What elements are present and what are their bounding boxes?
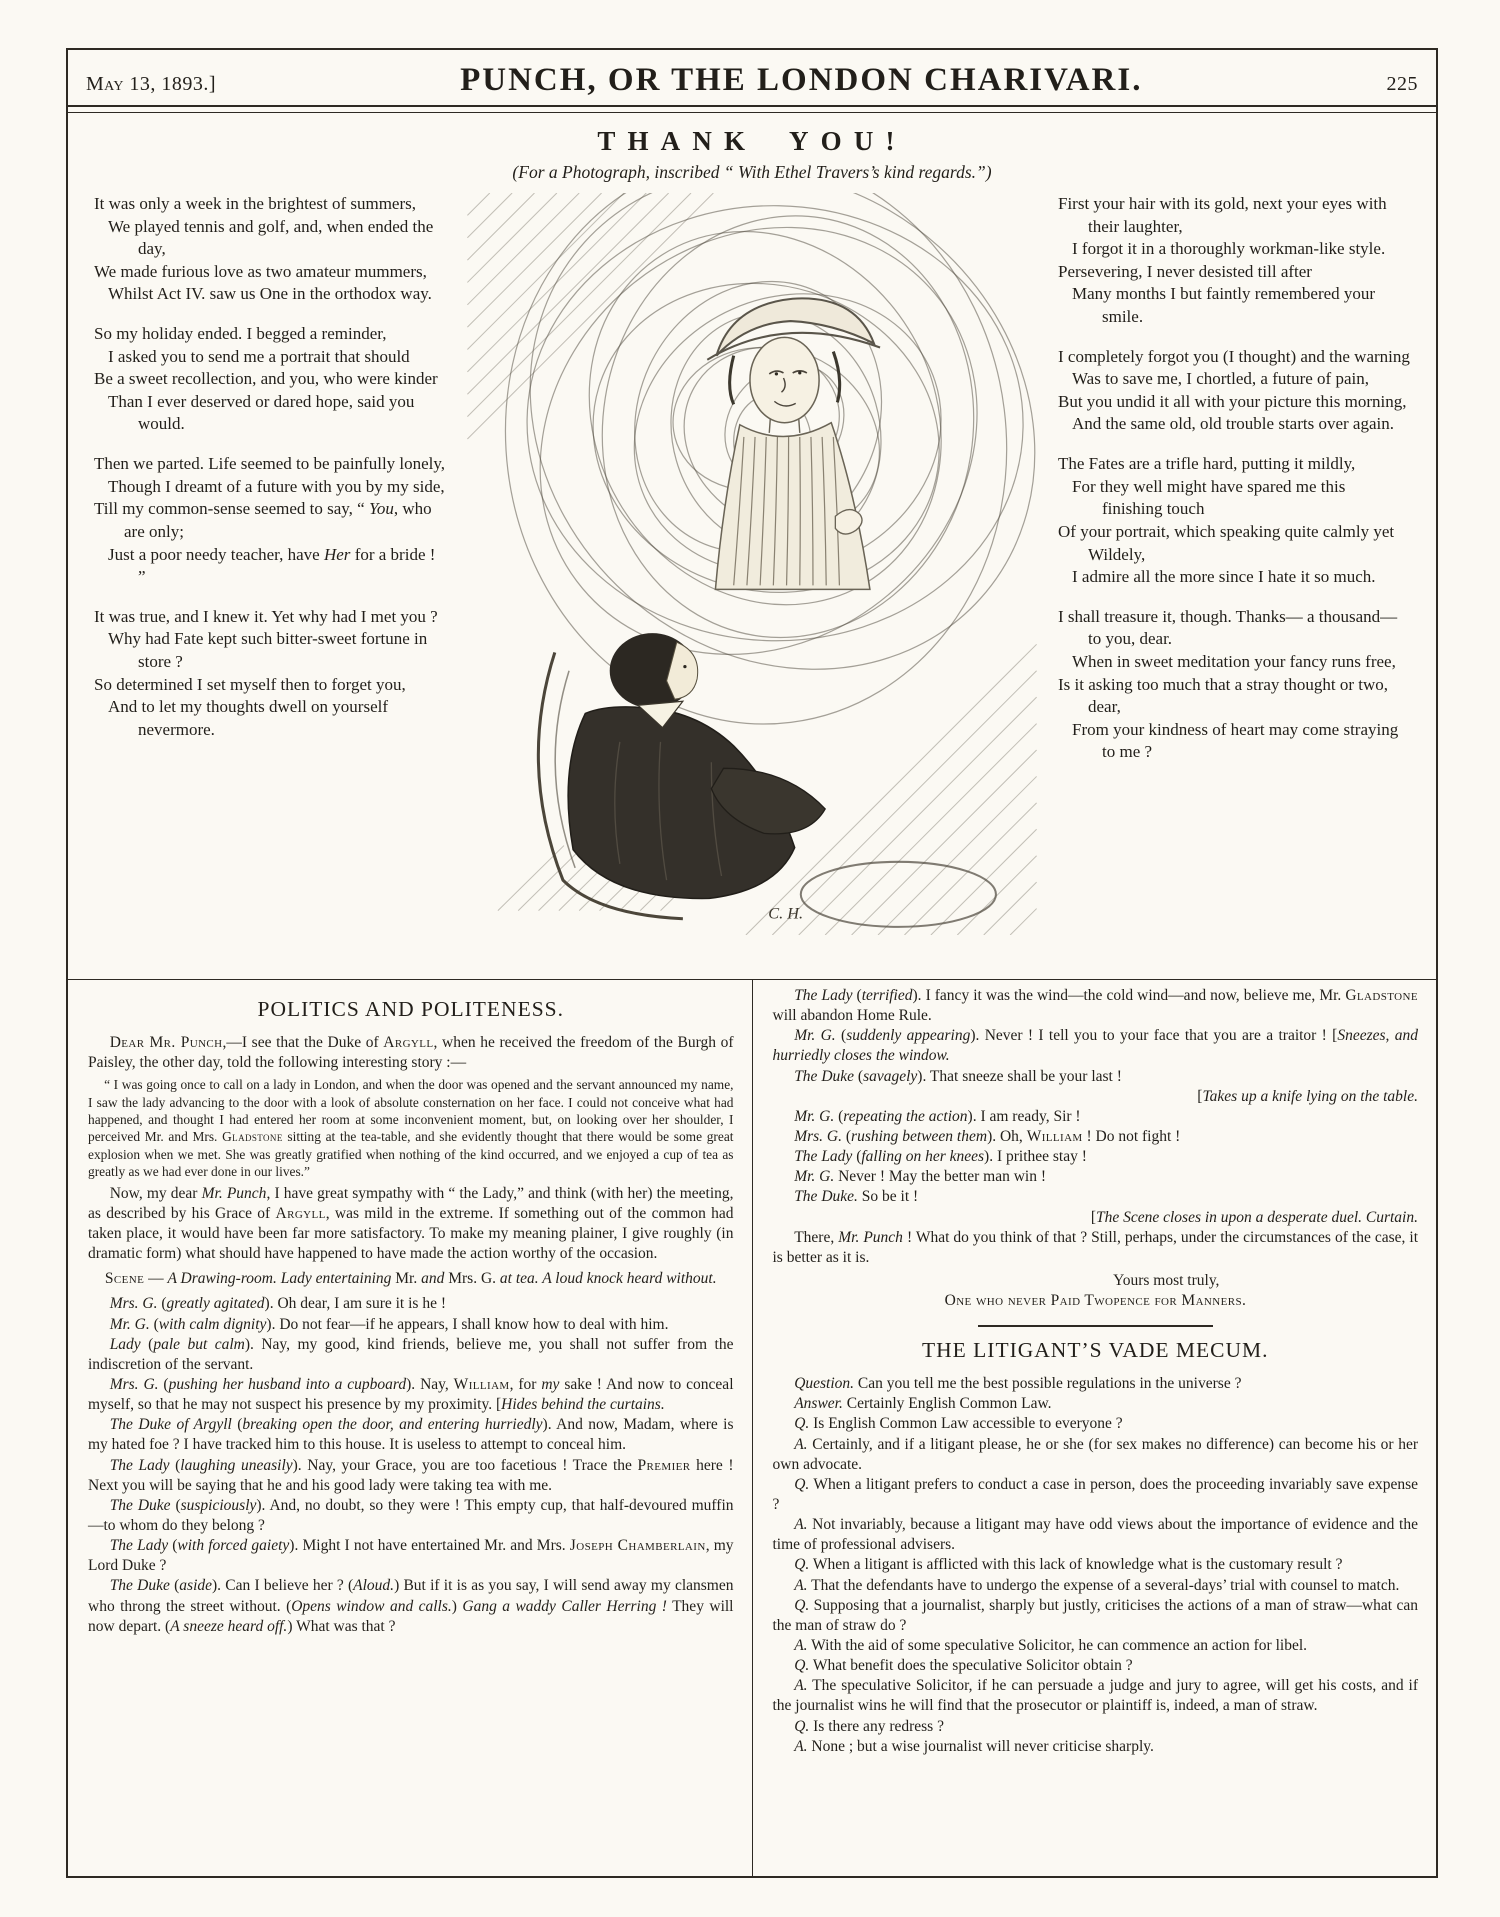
poem-line: Many months I but faintly remembered your smile.: [1072, 284, 1376, 327]
poem-stanza: [1058, 193, 1410, 329]
poem-line: I asked you to send me a portrait that should: [108, 346, 410, 366]
poem-line: Is it asking too much that a stray thought or two, dear,: [1058, 674, 1389, 717]
poem-line: Then we parted. Life seemed to be painfully lonely,: [94, 454, 446, 474]
poem-line: Than I ever deserved or dared hope, said you would.: [108, 391, 415, 434]
poem-line: When in sweet meditation your fancy runs free,: [1072, 651, 1396, 671]
issue-date: May 13, 1893.]: [86, 73, 217, 95]
poem-line: And to let my thoughts dwell on yourself nevermore.: [108, 697, 389, 739]
header-rule: [68, 105, 1436, 113]
paragraph: Answer. Certainly English Common Law.: [794, 1395, 1052, 1413]
poem-line: Though I dreamt of a future with you by my side,: [108, 476, 445, 496]
poem-stanza: [94, 606, 446, 742]
poem-line: So determined I set myself then to forget you,: [94, 674, 406, 694]
paragraph: A. None ; but a wise journalist will never criticise sharply.: [794, 1737, 1154, 1755]
poem-line: Till my common-sense seemed to say, “ You, who are only;: [94, 499, 432, 541]
woman-eye-left: [775, 372, 778, 375]
paragraph: Mrs. G. (greatly agitated). Oh dear, I am sure it is he !: [109, 1295, 446, 1313]
paragraph: Q. What benefit does the speculative Solicitor obtain ?: [794, 1657, 1133, 1675]
poem-line: Be a sweet recollection, and you, who were kinder: [94, 369, 438, 389]
politics-body: [88, 1033, 734, 1637]
paragraph: A. Not invariably, because a litigant may have odd views about the importance of evidence and the time of professional advisers.: [772, 1516, 1418, 1554]
artist-signature: C. H.: [768, 904, 804, 923]
paragraph: Question. Can you tell me the best possible regulations in the universe ?: [794, 1375, 1242, 1393]
side-table: [801, 862, 996, 927]
paragraph: Q. Supposing that a journalist, sharply but justly, criticises the actions of a man of straw—what can the man of straw do ?: [772, 1596, 1418, 1634]
poem-line: And the same old, old trouble starts over again.: [1072, 414, 1394, 434]
poem-line: I completely forgot you (I thought) and the warning: [1058, 346, 1410, 366]
paragraph: There, Mr. Punch ! What do you think of that ? Still, perhaps, under the circumstances of the case, it is better as it is.: [772, 1228, 1419, 1266]
poem-stanza: [94, 193, 446, 306]
poem-line: So my holiday ended. I begged a reminder,: [94, 324, 387, 344]
article-title: THANK YOU!: [597, 126, 907, 156]
paragraph: The Duke. So be it !: [794, 1188, 919, 1206]
paragraph: A. With the aid of some speculative Solicitor, he can commence an action for libel.: [794, 1637, 1308, 1655]
paragraph: One who never Paid Twopence for Manners.: [944, 1292, 1246, 1310]
poem-line: Whilst Act IV. saw us One in the orthodox way.: [108, 284, 432, 304]
paragraph: Q. When a litigant is afflicted with this lack of knowledge what is the customary result ?: [794, 1556, 1343, 1574]
poem-line: Why had Fate kept such bitter-sweet fortune in store ?: [108, 629, 428, 671]
poem-right-column: [1058, 193, 1410, 979]
poem-line: I shall treasure it, though. Thanks— a thousand—to you, dear.: [1058, 606, 1398, 649]
paragraph: [The Scene closes in upon a desperate duel. Curtain.: [1090, 1208, 1418, 1226]
politics-continuation: [773, 986, 1419, 1311]
poem-stanza: [1058, 606, 1410, 764]
paragraph: The Duke (aside). Can I believe her ? (Aloud.) But if it is as you say, I will send away my clansmen who throng the street without. (Opens window and calls.) Gang a waddy Caller Herring ! They will now depart. (A sneeze heard off.) What was that ?: [88, 1577, 734, 1635]
paragraph: The Duke (savagely). That sneeze shall be your last !: [794, 1067, 1122, 1085]
paragraph: [Takes up a knife lying on the table.: [1197, 1087, 1418, 1105]
paragraph: The Lady (laughing uneasily). Nay, your Grace, you are too facetious ! Trace the Premier here ! Next you will be saying that he and his good lady were taking tea with me.: [88, 1456, 734, 1494]
paragraph: The Lady (falling on her knees). I prithee stay !: [794, 1148, 1087, 1166]
paragraph: Mrs. G. (rushing between them). Oh, William ! Do not fight !: [794, 1127, 1181, 1145]
paragraph: Mr. G. (with calm dignity). Do not fear—if he appears, I shall know how to deal with him.: [109, 1315, 669, 1333]
poem-line: The Fates are a trifle hard, putting it mildly,: [1058, 454, 1356, 474]
poem-line: For they well might have spared me this finishing touch: [1072, 476, 1346, 519]
bottom-section: [68, 979, 1436, 1876]
paragraph: A. That the defendants have to undergo the expense of a several-days’ trial with counsel to match.: [794, 1576, 1400, 1594]
man-eye: [683, 665, 686, 668]
vade-mecum-body: [773, 1374, 1419, 1757]
poem-line: We made furious love as two amateur mummers,: [94, 261, 427, 281]
paragraph: Q. When a litigant prefers to conduct a case in person, does the proceeding invariably save expense ?: [772, 1475, 1418, 1514]
paragraph: The Duke of Argyll (breaking open the door, and entering hurriedly). And now, Madam, where is my hated foe ? I have tracked him to this house. It is useless to attempt to conceal him.: [88, 1416, 734, 1454]
article-subtitle: (For a Photograph, inscribed “ With Ethel Travers’s kind regards.”): [512, 162, 992, 182]
journal-title: PUNCH, OR THE LONDON CHARIVARI.: [460, 62, 1143, 98]
right-column: [752, 980, 1437, 1876]
paragraph: A. Certainly, and if a litigant please, he or she (for sex makes no difference) can become his or her own advocate.: [772, 1435, 1418, 1473]
poem-line: Was to save me, I chortled, a future of pain,: [1072, 369, 1369, 389]
poem-line: But you undid it all with your picture this morning,: [1058, 391, 1407, 411]
poem-stanza: [1058, 453, 1410, 589]
poem-line: Of your portrait, which speaking quite calmly yet Wildely,: [1058, 521, 1395, 564]
poem-line: It was only a week in the brightest of summers,: [94, 194, 416, 213]
poem-stanza: [1058, 346, 1410, 436]
paragraph: Now, my dear Mr. Punch, I have great sympathy with “ the Lady,” and think (with her) the meeting, as described by his Grace of Argyll, was mild in the extreme. If something out of the common had taken place, it would have been far more satisfactory. To make my meaning plainer, I give roughly (in dramatic form) what should have happened to have made the action worthy of the occasion.: [88, 1184, 734, 1263]
paragraph: A. The speculative Solicitor, if he can persuade a judge and jury to agree, will get his costs, and if the journalist wins he will find that the prosecutor or plaintiff is, indeed, a man of straw.: [772, 1677, 1418, 1715]
paragraph: The Lady (terrified). I fancy it was the wind—the cold wind—and now, believe me, Mr. Gladstone will abandon Home Rule.: [772, 987, 1418, 1025]
paragraph: Dear Mr. Punch,—I see that the Duke of Argyll, when he received the freedom of the Burgh of Paisley, the other day, told the following interesting story :—: [88, 1033, 734, 1072]
paragraph: Q. Is English Common Law accessible to everyone ?: [794, 1415, 1123, 1433]
section-divider: [978, 1325, 1213, 1327]
paragraph: Mr. G. (suddenly appearing). Never ! I tell you to your face that you are a traitor ! [Sneezes, and hurriedly closes the window.: [772, 1027, 1419, 1065]
poem-line: Just a poor needy teacher, have Her for a bride ! ”: [108, 544, 436, 587]
paragraph: Mr. G. (repeating the action). I am ready, Sir !: [794, 1107, 1081, 1125]
woman-eye-right: [798, 371, 801, 374]
illustration-area: [446, 193, 1058, 979]
poem-line: It was true, and I knew it. Yet why had I met you ?: [94, 606, 438, 626]
paragraph: Scene — A Drawing-room. Lady entertaining Mr. and Mrs. G. at tea. A loud knock heard without.: [104, 1270, 717, 1288]
page-frame: [66, 48, 1438, 1878]
poem-left-column: [94, 193, 446, 979]
vade-mecum-title: THE LITIGANT’S VADE MECUM.: [922, 1338, 1269, 1363]
poem-line: Persevering, I never desisted till after: [1058, 261, 1312, 281]
paragraph: The Duke (suspiciously). And, no doubt, so they were ! This empty cup, that half-devoured muffin—to whom do they belong ?: [88, 1496, 734, 1534]
poem-line: I admire all the more since I hate it so much.: [1072, 567, 1376, 587]
page-number: 225: [1386, 73, 1418, 95]
politics-title: POLITICS AND POLITENESS.: [257, 997, 564, 1021]
paragraph: Mr. G. Never ! May the better man win !: [794, 1168, 1046, 1186]
woman-bodice: [715, 423, 869, 590]
paragraph: Lady (pale but calm). Nay, my good, kind friends, believe me, you shall not suffer from the indiscretion of the servant.: [88, 1335, 734, 1373]
paragraph: Mrs. G. (pushing her husband into a cupboard). Nay, William, for my sake ! And now to conceal myself, so that he may not suspect his presence by my proximity. [Hides behind the curtains.: [88, 1376, 734, 1414]
poem-line: I forgot it in a thoroughly workman-like style.: [1072, 239, 1386, 259]
poem-stanza: [94, 453, 446, 589]
poem-line: First your hair with its gold, next your eyes with their laughter,: [1058, 194, 1387, 236]
page-header: [68, 50, 1436, 103]
paragraph: Yours most truly,: [1113, 1271, 1220, 1289]
politics-column: [68, 980, 752, 1876]
paragraph: Q. Is there any redress ?: [794, 1717, 944, 1735]
illustration: [454, 193, 1050, 935]
poem-stanza: [94, 323, 446, 436]
poem-line: From your kindness of heart may come straying to me ?: [1072, 719, 1399, 762]
poem-line: We played tennis and golf, and, when ended the day,: [108, 216, 434, 259]
paragraph: “ I was going once to call on a lady in London, and when the door was opened and the servant announced my name, I saw the lady advancing to the door with a look of absolute consternation on her face. I could not conceive what had happened, and thought I had entered her room at some inconvenient moment, but, on looking over her shoulder, I perceived Mr. and Mrs. Gladstone sitting at the tea-table, and she evidently thought that there would be some great explosion when we met. She was greatly gratified when nothing of the kind occurred, and we enjoyed a cup of tea as greatly as we had ever done in our lives.”: [88, 1077, 734, 1180]
paragraph: The Lady (with forced gaiety). Might I not have entertained Mr. and Mrs. Joseph Chamberlain, my Lord Duke ?: [88, 1537, 734, 1575]
poem-section: [68, 183, 1436, 979]
